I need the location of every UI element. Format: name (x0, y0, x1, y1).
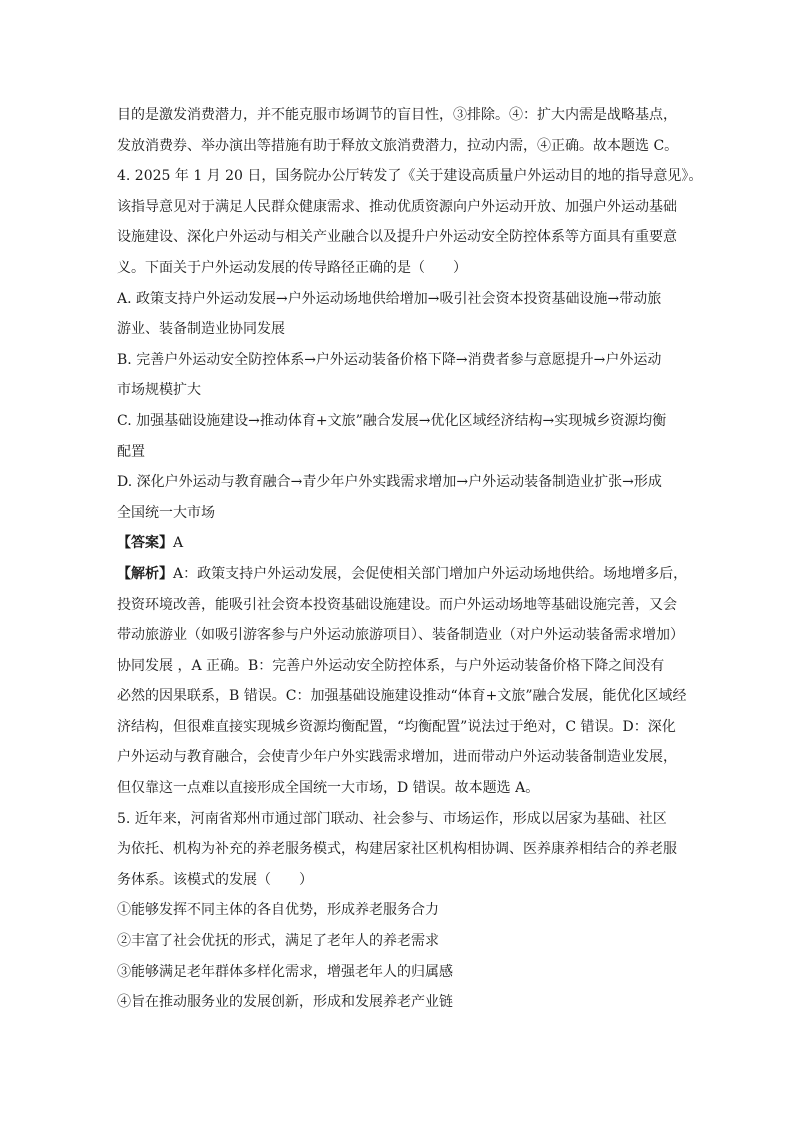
question-stem-line: 4. 2025 年 1 月 20 日，国务院办公厅转发了《关于建设高质量户外运动目的地的指导意见》。 (117, 168, 703, 185)
text-line: 发放消费券、举办演出等措施有助于释放文旅消费潜力，拉动内需，④正确。故本题选 C。 (117, 137, 679, 154)
option-b-cont: 市场规模扩大 (117, 382, 201, 399)
option-a-cont: 游业、装备制造业协同发展 (117, 321, 285, 338)
document-body (117, 100, 703, 1018)
answer-value: A (173, 535, 184, 552)
analysis-line: 必然的因果联系，B 错误。C：加强基础设施建设推动“体育+文旅”融合发展，能优化区域经 (117, 688, 687, 705)
answer-label: 【答案】 (117, 535, 173, 552)
question-5 (117, 804, 683, 1018)
analysis-line: 投资环境改善，能吸引社会资本投资基础设施建设。而户外运动场地等基础设施完善，又会 (117, 596, 677, 613)
statement-item: ③能够满足老年群体多样化需求，增强老年人的归属感 (117, 963, 453, 980)
statement-item: ④旨在推动服务业的发展创新，形成和发展养老产业链 (117, 994, 453, 1011)
text-line: 目的是激发消费潜力，并不能克服市场调节的盲目性，③排除。④：扩大内需是战略基点， (117, 107, 677, 123)
answer-line (117, 528, 683, 559)
analysis-line: 协同发展 ，A 正确。B：完善户外运动安全防控体系，与户外运动装备价格下降之间没有 (117, 657, 665, 674)
analysis-line: 济结构，但很难直接实现城乡资源均衡配置，“均衡配置”说法过于绝对，C 错误。D：深化 (117, 718, 676, 735)
question-stem-line: 设施建设、深化户外运动与相关产业融合以及提升户外运动安全防控体系等方面具有重要意 (117, 229, 677, 246)
analysis-line: 但仅靠这一点难以直接形成全国统一大市场，D 错误。故本题选 A。 (117, 780, 540, 797)
analysis-label: 【解析】 (117, 565, 173, 582)
option-c: C. 加强基础设施建设→推动体育+文旅”融合发展→优化区域经济结构→实现城乡资源均衡 (117, 412, 667, 429)
statement-item: ②丰富了社会优抚的形式，满足了老年人的养老需求 (117, 933, 439, 950)
analysis-line: 带动旅游业（如吸引游客参与户外运动旅游项目）、装备制造业（对户外运动装备需求增加） (117, 627, 684, 644)
question-stem-line: 义。下面关于户外运动发展的传导路径正确的是（ ） (117, 259, 467, 276)
option-a: A. 政策支持户外运动发展→户外运动场地供给增加→吸引社会资本投资基础设施→带动旅 (117, 290, 662, 307)
analysis-line: 户外运动与教育融合，会使青少年户外实践需求增加，进而带动户外运动装备制造业发展， (117, 749, 677, 766)
question-4 (117, 161, 703, 803)
statement-item: ①能够发挥不同主体的各自优势，形成养老服务合力 (117, 902, 439, 919)
previous-analysis (117, 100, 683, 161)
analysis-text: A：政策支持户外运动发展，会促使相关部门增加户外运动场地供给。场地增多后， (173, 565, 688, 582)
option-b: B. 完善户外运动安全防控体系→户外运动装备价格下降→消费者参与意愿提升→户外运动 (117, 351, 662, 368)
question-stem-line: 该指导意见对于满足人民群众健康需求、推动优质资源向户外运动开放、加强户外运动基础 (117, 198, 677, 215)
analysis-line (117, 559, 688, 590)
question-stem-line: 5. 近年来，河南省郑州市通过部门联动、社会参与、市场运作，形成以居家为基础、社区 (117, 810, 667, 827)
option-c-cont: 配置 (117, 443, 145, 460)
question-stem-line: 为依托、机构为补充的养老服务模式，构建居家社区机构相协调、医养康养相结合的养老服 (117, 841, 677, 858)
option-d: D. 深化户外运动与教育融合→青少年户外实践需求增加→户外运动装备制造业扩张→形成 (117, 474, 662, 491)
question-stem-line: 务体系。该模式的发展（ ） (117, 871, 313, 888)
option-d-cont: 全国统一大市场 (117, 504, 215, 521)
